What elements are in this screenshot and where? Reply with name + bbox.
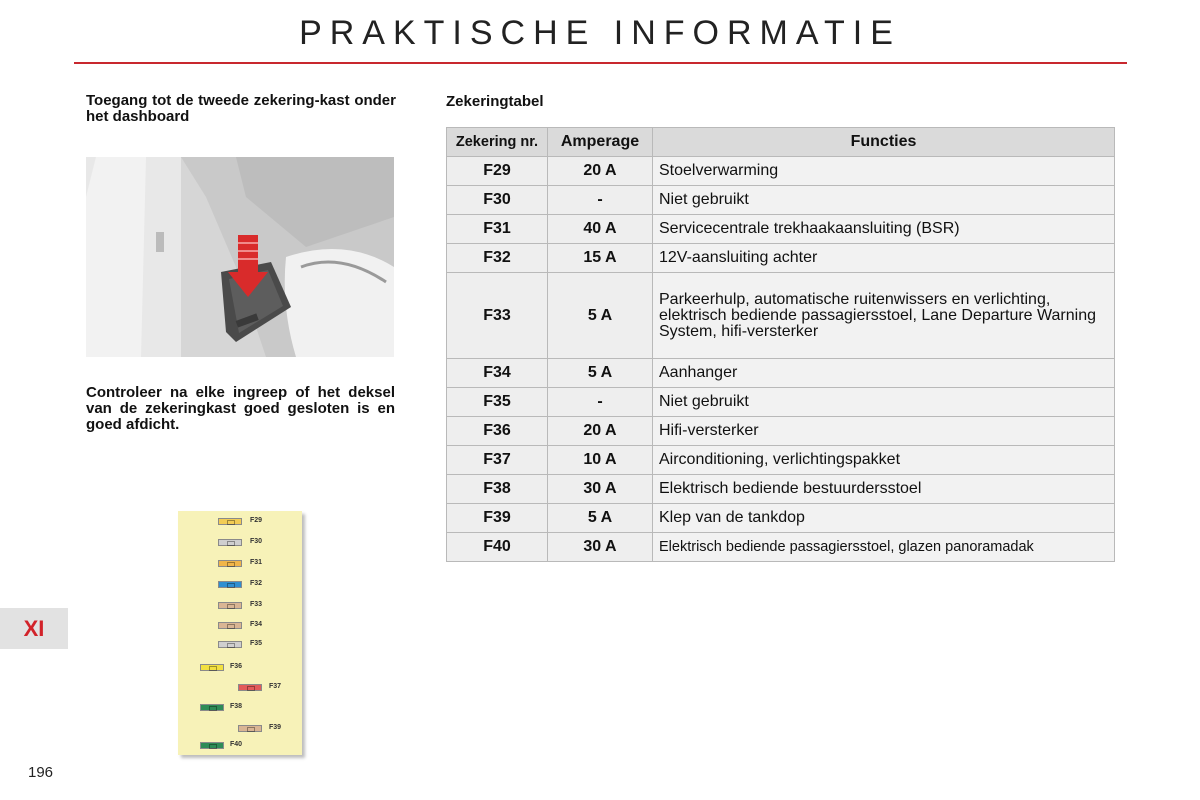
fuse-number-cell: F33 xyxy=(447,273,548,359)
fuse-number-cell: F39 xyxy=(447,504,548,533)
amperage-cell: 30 A xyxy=(548,475,653,504)
function-cell: Airconditioning, verlichtingspakket xyxy=(653,446,1115,475)
function-cell: Elektrisch bediende bestuurdersstoel xyxy=(653,475,1115,504)
table-heading: Zekeringtabel xyxy=(446,93,544,110)
amperage-cell: - xyxy=(548,388,653,417)
fuse-label: F32 xyxy=(250,580,263,587)
function-cell: Parkeerhulp, automatische ruitenwissers en verlichting, elektrisch bediende passagiersstoel, Lane Departure Warning System, hifi-versterker xyxy=(653,273,1115,359)
function-cell: Elektrisch bediende passagiersstoel, glazen panoramadak xyxy=(653,533,1115,562)
fuse-layout-diagram xyxy=(178,511,302,755)
table-row xyxy=(447,157,1115,186)
fuse-number-cell: F30 xyxy=(447,186,548,215)
amperage-cell: 40 A xyxy=(548,215,653,244)
title-divider xyxy=(74,62,1127,64)
table-row xyxy=(447,273,1115,359)
function-cell: 12V-aansluiting achter xyxy=(653,244,1115,273)
column-header-fuse-number: Zekering nr. xyxy=(447,128,548,157)
fuse-number-cell: F31 xyxy=(447,215,548,244)
fuse-f36 xyxy=(200,664,224,671)
fuse-label: F38 xyxy=(230,703,243,710)
fuse-number-cell: F36 xyxy=(447,417,548,446)
fuse-label: F39 xyxy=(269,724,282,731)
amperage-cell: 20 A xyxy=(548,417,653,446)
table-row xyxy=(447,359,1115,388)
fuse-label: F36 xyxy=(230,663,243,670)
fuse-f37 xyxy=(238,684,262,691)
table-row xyxy=(447,533,1115,562)
page-number: 196 xyxy=(28,764,54,781)
amperage-cell: 15 A xyxy=(548,244,653,273)
column-header-amperage: Amperage xyxy=(548,128,653,157)
fuse-label: F40 xyxy=(230,741,243,748)
fuse-label: F33 xyxy=(250,601,263,608)
amperage-cell: - xyxy=(548,186,653,215)
table-row xyxy=(447,388,1115,417)
table-row xyxy=(447,186,1115,215)
table-row xyxy=(447,504,1115,533)
function-cell: Niet gebruikt xyxy=(653,186,1115,215)
page-title: PRAKTISCHE INFORMATIE xyxy=(299,14,901,52)
fuse-f32 xyxy=(218,581,242,588)
fuse-number-cell: F34 xyxy=(447,359,548,388)
fuse-f30 xyxy=(218,539,242,546)
amperage-cell: 5 A xyxy=(548,504,653,533)
function-cell: Stoelverwarming xyxy=(653,157,1115,186)
fuse-f35 xyxy=(218,641,242,648)
function-cell: Niet gebruikt xyxy=(653,388,1115,417)
fuse-label: F35 xyxy=(250,640,263,647)
amperage-cell: 10 A xyxy=(548,446,653,475)
fuse-f38 xyxy=(200,704,224,711)
fuse-number-cell: F29 xyxy=(447,157,548,186)
fuse-number-cell: F38 xyxy=(447,475,548,504)
function-cell: Klep van de tankdop xyxy=(653,504,1115,533)
fuse-label: F30 xyxy=(250,538,263,545)
fuse-f40 xyxy=(200,742,224,749)
amperage-cell: 30 A xyxy=(548,533,653,562)
function-cell: Hifi-versterker xyxy=(653,417,1115,446)
table-row xyxy=(447,475,1115,504)
fuse-f29 xyxy=(218,518,242,525)
fuse-label: F29 xyxy=(250,517,263,524)
fuse-label: F31 xyxy=(250,559,263,566)
fuse-number-cell: F37 xyxy=(447,446,548,475)
table-row xyxy=(447,244,1115,273)
table-row xyxy=(447,417,1115,446)
amperage-cell: 5 A xyxy=(548,273,653,359)
dashboard-fusebox-photo xyxy=(86,157,394,357)
fuse-label: F37 xyxy=(269,683,282,690)
fuse-f34 xyxy=(218,622,242,629)
fuse-f33 xyxy=(218,602,242,609)
amperage-cell: 5 A xyxy=(548,359,653,388)
table-row xyxy=(447,446,1115,475)
table-row xyxy=(447,215,1115,244)
intro-heading: Toegang tot de tweede zekering-kast onder het dashboard xyxy=(86,92,396,125)
function-cell: Aanhanger xyxy=(653,359,1115,388)
column-header-functions: Functies xyxy=(653,128,1115,157)
fuse-f39 xyxy=(238,725,262,732)
section-tab: XI xyxy=(0,608,68,649)
closing-note: Controleer na elke ingreep of het deksel van de zekeringkast goed gesloten is en goed afdicht. xyxy=(86,384,395,433)
fuse-table xyxy=(446,127,1115,562)
fuse-label: F34 xyxy=(250,621,263,628)
function-cell: Servicecentrale trekhaakaansluiting (BSR) xyxy=(653,215,1115,244)
fuse-number-cell: F35 xyxy=(447,388,548,417)
fuse-number-cell: F40 xyxy=(447,533,548,562)
fuse-f31 xyxy=(218,560,242,567)
amperage-cell: 20 A xyxy=(548,157,653,186)
fuse-number-cell: F32 xyxy=(447,244,548,273)
table-header-row xyxy=(447,128,1115,157)
